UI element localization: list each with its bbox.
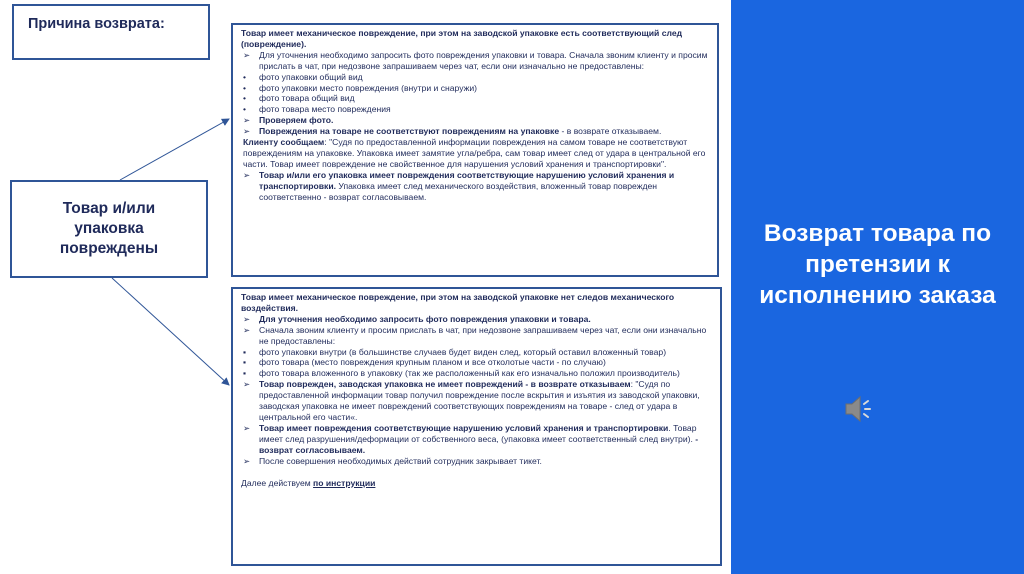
arrow-to-panel2 <box>112 278 229 385</box>
scenario-with-package-damage <box>231 23 719 277</box>
arrow-to-panel1 <box>120 119 229 180</box>
panel2-next: Далее действуем по инструкции <box>241 477 376 488</box>
panel1-client-message: Клиенту сообщаем: "Судя по предоставленной информации повреждения на самом товаре не соответствуют повреждениям на упаковке. Упаковка имеет замятие угла/ребра, сам товар имеет след от удара в центральной его части. Товар имеет повреждение не свойственное для нарушения условий хранения и транспортировки". <box>243 137 706 169</box>
panel2-step: ➢ Сначала звоним клиенту и просим прислать в чат, при недозвоне запрашиваем через чат, если они изначально не предоставлены: <box>243 324 707 346</box>
panel1-intro: Товар имеет механическое повреждение, при этом на заводской упаковке есть соответствующий след (повреждение). <box>241 28 683 49</box>
list-item: ▪ фото товара вложенного в упаковку (так же расположенный как его изначально положил производитель) <box>243 368 680 379</box>
panel2-step: ➢ Для уточнения необходимо запросить фото повреждения упаковки и товара. <box>243 313 591 324</box>
page-title: Возврат товара по претензии к исполнению заказа <box>759 220 996 309</box>
list-item: • фото упаковки общий вид <box>243 71 363 82</box>
list-item: ▪ фото упаковки внутри (в большинстве случаев будет виден след, который оставил вложенный товар) <box>243 346 667 357</box>
panel1-match: ➢ Товар и/или его упаковка имеет повреждения соответствующие нарушению условий хранения и транспортировки. Упаковка имеет след механического воздействия, вложенный товар поврежден соответственно - возврат согласовываем. <box>243 169 675 202</box>
list-item: • фото упаковки место повреждения (внутри и снаружи) <box>243 82 477 93</box>
reason-box <box>12 4 210 60</box>
panel1-check: ➢ Проверяем фото. <box>243 115 334 126</box>
damage-box <box>10 180 208 278</box>
damage-label: Товар и/или упаковка повреждены <box>59 200 159 257</box>
title-panel <box>731 0 1024 574</box>
list-item: • фото товара место повреждения <box>243 104 391 115</box>
panel2-agree: ➢ Товар имеет повреждения соответствующие нарушению условий хранения и транспортировки. Товар имеет след разрушения/деформации от собственного веса, (упаковка имеет соответственный след внутри). - возврат согласовываем. <box>243 422 699 455</box>
list-item: ▪ фото товара (место повреждения крупным планом и все отколотые части - по случаю) <box>243 357 606 368</box>
panel1-step: ➢ Для уточнения необходимо запросить фото повреждения упаковки и товара. Сначала звоним клиенту и просим прислать в чат, при недозвоне запрашиваем через чат, если они изначально не предоставлены: <box>243 49 708 71</box>
panel1-mismatch: ➢ Повреждения на товаре не соответствуют повреждениям на упаковке - в возврате отказываем. <box>243 126 662 137</box>
scenario-without-package-damage <box>231 287 722 566</box>
list-item: • фото товара общий вид <box>243 93 355 104</box>
panel2-ticket: ➢ После совершения необходимых действий сотрудник закрывает тикет. <box>243 455 542 466</box>
panel2-refuse: ➢ Товар поврежден, заводская упаковка не имеет повреждений - в возврате отказываем: "Судя по предоставленной информации товар получил повреждение после вскрытия и изъятия из заводской упаковки, заводская упаковка не имеет повреждений соответствующих повреждениям на товаре - след от удара в центральной его части«. <box>243 379 700 422</box>
panel2-intro: Товар имеет механическое повреждение, при этом на заводской упаковке нет следов механического воздействия. <box>241 292 675 313</box>
reason-label: Причина возврата: <box>28 16 165 32</box>
speaker-icon[interactable] <box>842 392 880 426</box>
instruction-link[interactable]: по инструкции <box>313 477 376 488</box>
